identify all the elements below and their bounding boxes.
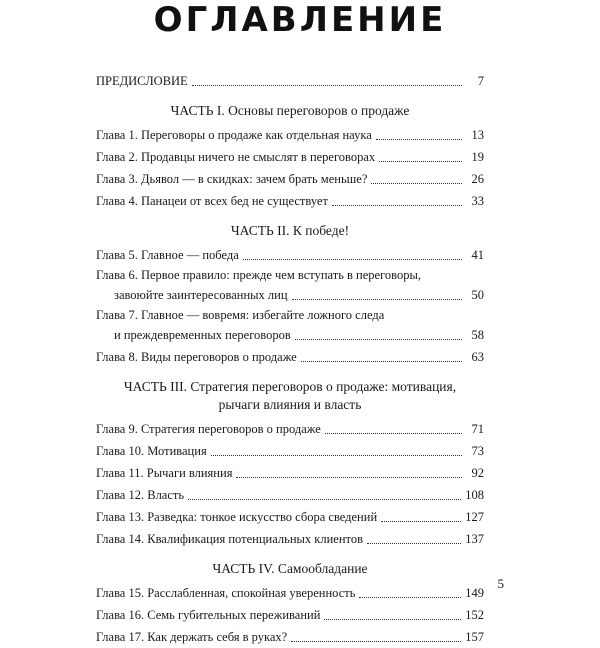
toc-entry[interactable] [96, 190, 484, 212]
dot-leader [295, 339, 462, 340]
toc-entry[interactable] [96, 168, 484, 190]
page-title: ОГЛАВЛЕНИЕ [153, 0, 447, 40]
dot-leader [371, 183, 462, 184]
toc-entry-label: Глава 16. Семь губительных переживаний [96, 608, 321, 622]
toc-entry-label: Глава 11. Рычаги влияния [96, 466, 233, 480]
toc-entry[interactable] [96, 418, 484, 440]
table-of-contents [96, 70, 484, 648]
part-heading-3-line-2: рычаги влияния и власть [218, 397, 362, 412]
toc-entry-preface[interactable] [96, 70, 484, 92]
dot-leader [324, 619, 461, 620]
toc-entry-page: 157 [465, 630, 484, 644]
toc-entry-line-1[interactable] [96, 306, 484, 324]
toc-entry-label-continued: и преждевременных переговоров [114, 328, 291, 342]
toc-entry-page: 41 [471, 248, 484, 262]
toc-entry-page: 127 [465, 510, 484, 524]
toc-entry[interactable] [96, 582, 484, 604]
toc-entry-page: 152 [465, 608, 484, 622]
toc-entry-label: Глава 12. Власть [96, 488, 185, 502]
part-heading-3-line-1: ЧАСТЬ III. Стратегия переговоров о продаже: мотивация, [123, 379, 457, 394]
toc-entry-label: Глава 6. Первое правило: прежде чем вступать в переговоры, [96, 268, 421, 282]
toc-entry-label: Глава 14. Квалификация потенциальных клиентов [96, 532, 363, 546]
toc-entry[interactable] [96, 484, 484, 506]
toc-entry-label: Глава 5. Главное — победа [96, 248, 239, 262]
toc-entry[interactable] [96, 528, 484, 550]
part-heading-4: ЧАСТЬ IV. Самообладание [212, 561, 368, 576]
toc-entry[interactable] [96, 462, 484, 484]
toc-entry-page: 73 [471, 444, 484, 458]
toc-entry-label: Глава 17. Как держать себя в руках? [96, 630, 288, 644]
toc-entry-label-continued: завоюйте заинтересованных лиц [114, 288, 288, 302]
toc-entry[interactable] [96, 346, 484, 368]
part-heading-3 [96, 378, 484, 414]
toc-entry[interactable] [96, 244, 484, 266]
dot-leader [381, 521, 461, 522]
toc-entry-page: 63 [471, 350, 484, 364]
toc-entry[interactable] [96, 124, 484, 146]
toc-entry-line-1[interactable] [96, 266, 484, 284]
dot-leader [367, 543, 461, 544]
toc-entry-page: 92 [471, 466, 484, 480]
toc-entry-label: Глава 15. Расслабленная, спокойная уверенность [96, 586, 356, 600]
dot-leader [291, 641, 461, 642]
toc-entry[interactable] [96, 440, 484, 462]
toc-entry-page: 108 [465, 488, 484, 502]
toc-entry-label: Глава 13. Разведка: тонкое искусство сбора сведений [96, 510, 378, 524]
toc-entry-label: Глава 2. Продавцы ничего не смыслят в переговорах [96, 150, 376, 164]
toc-entry-page: 137 [465, 532, 484, 546]
dot-leader [211, 455, 462, 456]
dot-leader [359, 597, 461, 598]
dot-leader [325, 433, 462, 434]
toc-entry-line-2[interactable] [96, 324, 484, 346]
toc-entry-label: Глава 8. Виды переговоров о продаже [96, 350, 297, 364]
dot-leader [243, 259, 462, 260]
dot-leader [379, 161, 462, 162]
dot-leader [332, 205, 462, 206]
toc-entry-label: Глава 9. Стратегия переговоров о продаже [96, 422, 321, 436]
toc-entry-line-2[interactable] [96, 284, 484, 306]
toc-entry-page: 33 [471, 194, 484, 208]
part-heading-1: ЧАСТЬ I. Основы переговоров о продаже [170, 103, 410, 118]
dot-leader [188, 499, 461, 500]
toc-entry-page: 149 [465, 586, 484, 600]
dot-leader [376, 139, 462, 140]
toc-entry-page: 50 [471, 288, 484, 302]
toc-entry-page: 71 [471, 422, 484, 436]
toc-entry-page: 13 [471, 128, 484, 142]
toc-entry-label: Глава 7. Главное — вовремя: избегайте ложного следа [96, 308, 385, 322]
dot-leader [192, 85, 462, 86]
toc-entry[interactable] [96, 604, 484, 626]
toc-entry-label: ПРЕДИСЛОВИЕ [96, 74, 188, 88]
toc-entry-page: 19 [471, 150, 484, 164]
toc-entry[interactable] [96, 146, 484, 168]
toc-entry[interactable] [96, 506, 484, 528]
toc-entry-label: Глава 4. Панацеи от всех бед не существует [96, 194, 328, 208]
toc-entry-page: 7 [477, 74, 484, 88]
dot-leader [292, 299, 462, 300]
toc-entry-page: 58 [471, 328, 484, 342]
toc-entry-page: 26 [471, 172, 484, 186]
part-heading-2: ЧАСТЬ II. К победе! [230, 223, 350, 238]
dot-leader [301, 361, 462, 362]
toc-entry-label: Глава 3. Дьявол — в скидках: зачем брать меньше? [96, 172, 368, 186]
page-number: 5 [497, 576, 504, 591]
toc-entry-label: Глава 10. Мотивация [96, 444, 207, 458]
dot-leader [236, 477, 462, 478]
toc-entry-label: Глава 1. Переговоры о продаже как отдельная наука [96, 128, 372, 142]
toc-entry[interactable] [96, 626, 484, 648]
